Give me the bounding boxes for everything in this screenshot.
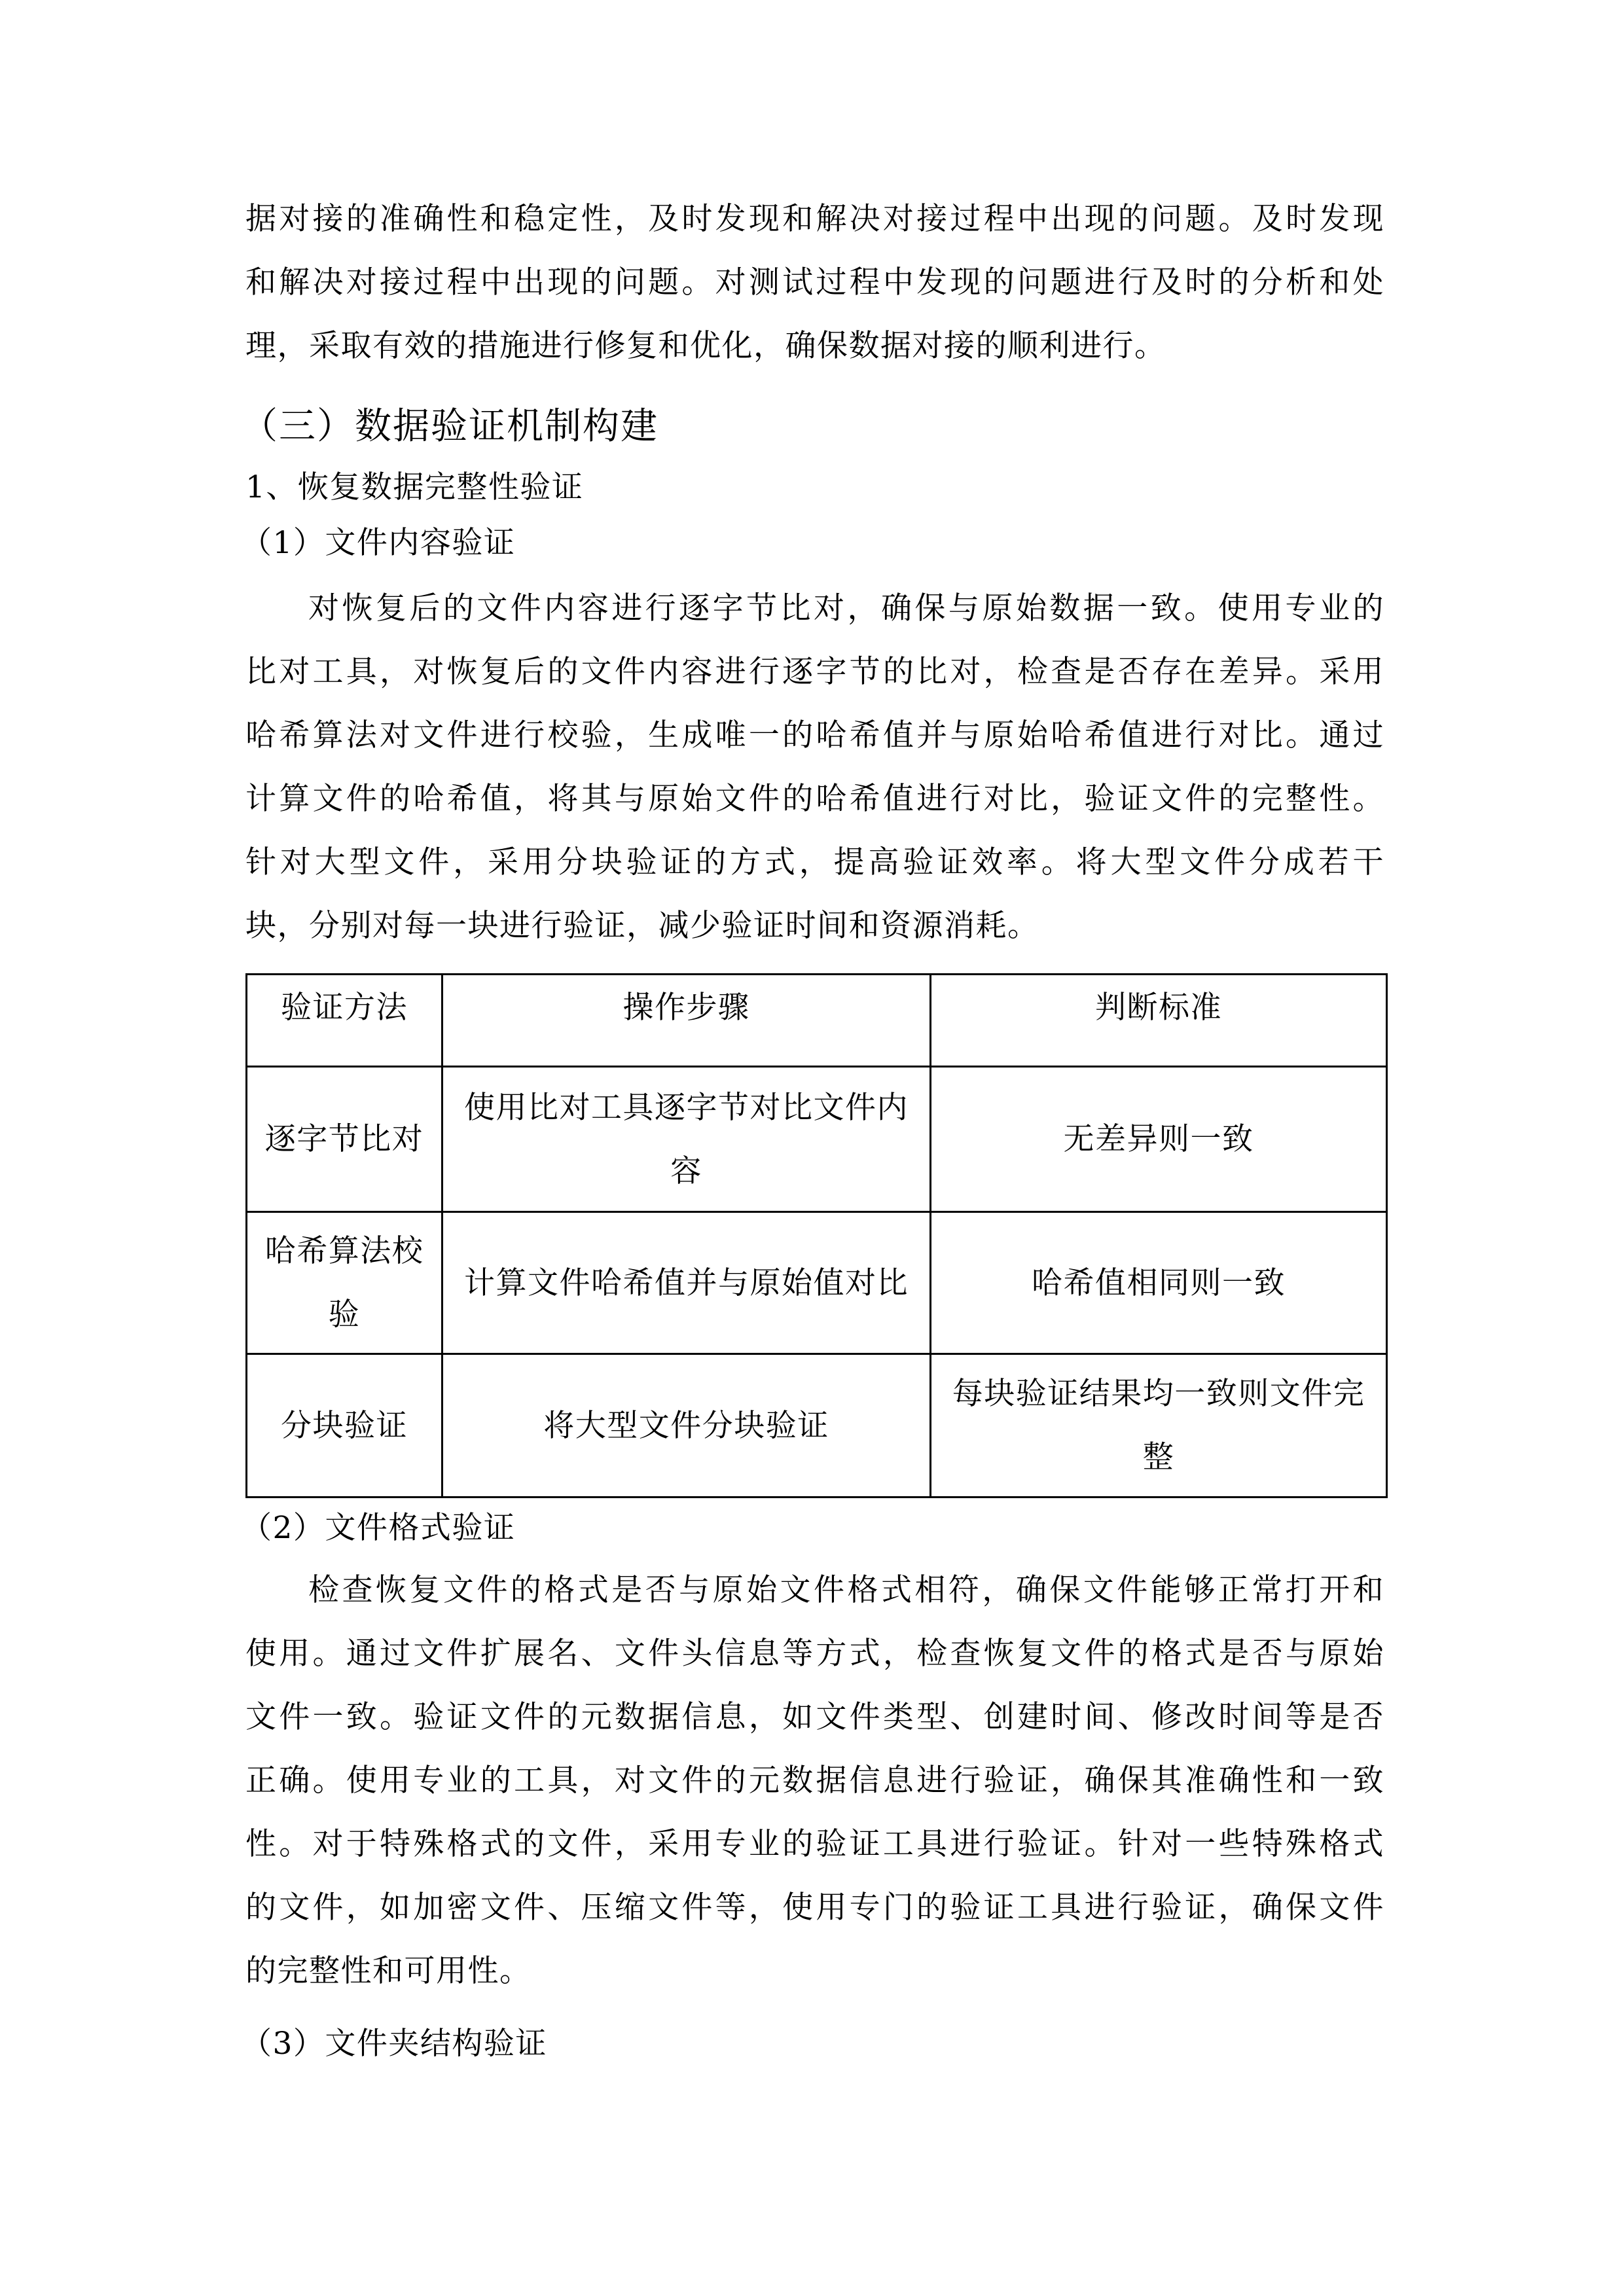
item1-paragraph-line: 块，分别对每一块进行验证，减少验证时间和资源消耗。 (245, 908, 1039, 944)
table-row (247, 1212, 1387, 1354)
table-cell: 每块验证结果均一致则文件完整 (931, 1354, 1387, 1498)
verification-methods-table (245, 973, 1388, 1498)
table-header-cell: 验证方法 (247, 975, 442, 1067)
table-row (247, 1067, 1387, 1212)
table-cell: 哈希算法校验 (247, 1212, 442, 1354)
table-header-cell: 操作步骤 (442, 975, 931, 1067)
table-cell: 哈希值相同则一致 (931, 1212, 1387, 1354)
intro-paragraph-line: 据对接的准确性和稳定性，及时发现和解决对接过程中出现的问题。及时发现 (245, 201, 1384, 237)
table-cell: 计算文件哈希值并与原始值对比 (442, 1212, 931, 1354)
intro-paragraph-line: 和解决对接过程中出现的问题。对测试过程中发现的问题进行及时的分析和处 (245, 264, 1384, 300)
table-row (247, 1354, 1387, 1498)
table-header-row (247, 975, 1387, 1067)
item1-paragraph-line: 对恢复后的文件内容进行逐字节比对，确保与原始数据一致。使用专业的 (308, 590, 1384, 626)
table-cell: 无差异则一致 (931, 1067, 1387, 1212)
item2-heading: （2）文件格式验证 (241, 1510, 516, 1546)
item3-heading: （3）文件夹结构验证 (241, 2026, 547, 2062)
item1-paragraph-line: 计算文件的哈希值，将其与原始文件的哈希值进行对比，验证文件的完整性。 (245, 781, 1384, 817)
table-header-cell: 判断标准 (931, 975, 1387, 1067)
table-cell: 逐字节比对 (247, 1067, 442, 1212)
table-cell: 使用比对工具逐字节对比文件内容 (442, 1067, 931, 1212)
table-cell: 分块验证 (247, 1354, 442, 1498)
item2-paragraph-line: 的文件，如加密文件、压缩文件等，使用专门的验证工具进行验证，确保文件 (245, 1890, 1384, 1926)
item2-paragraph-line: 的完整性和可用性。 (245, 1953, 532, 1989)
item1-paragraph-line: 哈希算法对文件进行校验，生成唯一的哈希值并与原始哈希值进行对比。通过 (245, 717, 1384, 753)
subsection-heading: 1、恢复数据完整性验证 (245, 469, 584, 505)
item1-heading: （1）文件内容验证 (241, 525, 516, 561)
item2-paragraph-line: 性。对于特殊格式的文件，采用专业的验证工具进行验证。针对一些特殊格式 (245, 1826, 1384, 1862)
section-heading: （三）数据验证机制构建 (241, 405, 659, 448)
item2-paragraph-line: 文件一致。验证文件的元数据信息，如文件类型、创建时间、修改时间等是否 (245, 1699, 1384, 1735)
item1-paragraph-line: 比对工具，对恢复后的文件内容进行逐字节的比对，检查是否存在差异。采用 (245, 654, 1384, 690)
item1-paragraph-line: 针对大型文件，采用分块验证的方式，提高验证效率。将大型文件分成若干 (245, 844, 1384, 880)
intro-paragraph-line: 理，采取有效的措施进行修复和优化，确保数据对接的顺利进行。 (245, 328, 1166, 364)
item2-paragraph-line: 使用。通过文件扩展名、文件头信息等方式，检查恢复文件的格式是否与原始 (245, 1636, 1384, 1672)
table-cell: 将大型文件分块验证 (442, 1354, 931, 1498)
item2-paragraph-line: 检查恢复文件的格式是否与原始文件格式相符，确保文件能够正常打开和 (308, 1572, 1384, 1608)
item2-paragraph-line: 正确。使用专业的工具，对文件的元数据信息进行验证，确保其准确性和一致 (245, 1763, 1384, 1799)
